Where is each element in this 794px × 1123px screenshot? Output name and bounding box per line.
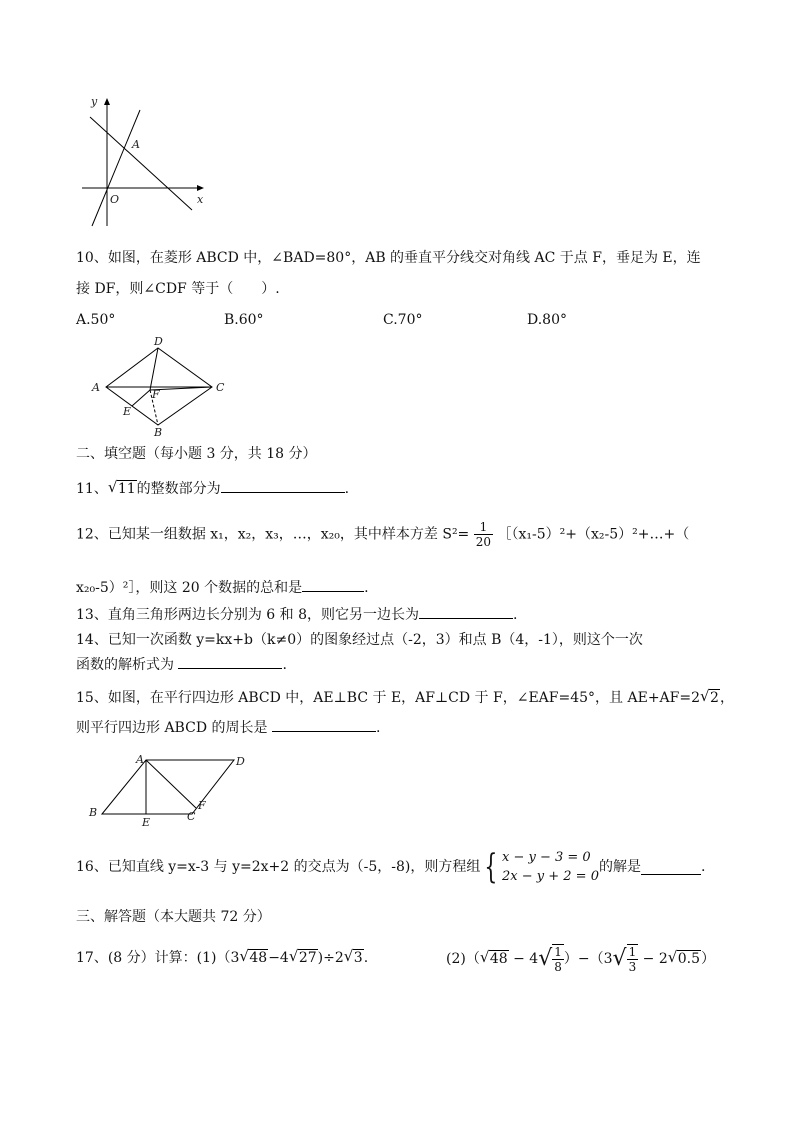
label-f: F [198, 799, 206, 812]
line-2 [90, 117, 192, 210]
label-x: x [197, 193, 204, 206]
q11-radicand: 11 [117, 481, 136, 497]
q17-pre: 17、(8 分）计算：(1)（3 [76, 950, 240, 966]
q12-end: . [364, 580, 369, 596]
q11-sqrt: √ 11 [107, 478, 136, 497]
q15-radicand: 2 [710, 690, 719, 706]
q15-text: 15、如图，在平行四边形 ABCD 中，AE⊥BC 于 E，AF⊥CD 于 F，∠EAF=45°，且 AE+AF=2 [76, 690, 701, 706]
q14-end: . [282, 657, 287, 673]
q17-p2-pre: (2)（ [446, 951, 480, 967]
q10-option-b: B.60° [224, 312, 264, 328]
q16-eq1: x − y − 3 = 0 [502, 850, 591, 865]
q15-end: . [375, 720, 381, 736]
q16-answer-blank[interactable] [641, 860, 701, 875]
q15-answer-blank[interactable] [272, 717, 376, 732]
q9-graph [80, 92, 210, 230]
q17-end2: ） [701, 951, 716, 967]
q17-end1: . [363, 950, 369, 966]
label-a: A [136, 754, 144, 766]
altitude-af [146, 760, 196, 808]
q17-frac-1-8 [552, 944, 564, 974]
q16-system [502, 848, 599, 886]
q15-line1 [76, 688, 734, 708]
q16-post: 的解是 [598, 859, 641, 875]
q17-sqrt-48: √ 48 [239, 947, 268, 966]
q17-r5: 0.5 [677, 951, 701, 967]
q16-brace: { [484, 847, 498, 887]
q11-number: 11、 [76, 481, 108, 497]
q14-answer-blank[interactable] [178, 654, 282, 669]
q17-sqrt-48b: √ 48 [479, 948, 508, 967]
y-arrow [104, 98, 110, 105]
q15-sqrt: √ 2 [700, 687, 719, 706]
q13-text: 13、直角三角形两边长分别为 6 和 8，则它另一边长为 [76, 607, 419, 623]
q17-sqrt-0-5: √ 0.5 [667, 948, 701, 967]
label-f: F [152, 388, 160, 401]
q17-r1: 48 [249, 950, 268, 966]
q17-r2: 27 [298, 950, 317, 966]
q17-f2d: 3 [628, 960, 637, 974]
q13-end: . [512, 607, 518, 623]
q15-line2 [76, 717, 380, 738]
q14-line1: 14、已知一次函数 y=kx+b（k≠0）的图象经过点（-2，3）和点 B（4，-1），则这个一次 [76, 632, 643, 648]
q12-line1 [76, 520, 689, 549]
q17-mid3: − 4 [508, 951, 539, 967]
q11-end: . [344, 481, 350, 497]
q17-sqrt-27: √ 27 [288, 947, 317, 966]
q17-r4: 48 [489, 951, 508, 967]
q17-root-sign-1: √ [538, 946, 553, 971]
q17-mid2: )÷2 [317, 950, 344, 966]
x-arrow [197, 185, 204, 191]
label-b: B [154, 426, 163, 439]
q16-eq2: 2x − y + 2 = 0 [502, 869, 599, 884]
segment-df [150, 348, 158, 390]
q13-answer-blank[interactable] [419, 604, 513, 619]
q17-r3: 3 [353, 950, 363, 966]
q14-line2 [76, 654, 287, 675]
q16-end: . [700, 859, 706, 875]
q16-pre: 16、已知直线 y=x-3 与 y=2x+2 的交点为（-5，-8)，则方程组 [76, 859, 481, 875]
q17 [76, 948, 368, 968]
q12-line2 [76, 577, 369, 598]
q17-part2 [446, 944, 715, 974]
q10-line1: 10、如图，在菱形 ABCD 中，∠BAD=80°，AB 的垂直平分线交对角线 AC 于点 F，垂足为 E，连 [76, 250, 701, 266]
q14-line2-text: 函数的解析式为 [76, 657, 179, 673]
section-3-heading: 三、解答题（本大题共 72 分） [76, 909, 271, 925]
segment-ef [132, 390, 150, 406]
q10-option-a: A.50° [76, 312, 116, 328]
label-d: D [236, 755, 245, 768]
label-a: A [92, 381, 100, 394]
q16 [76, 848, 705, 894]
label-c: C [187, 810, 196, 823]
label-a: A [132, 138, 140, 151]
q12-fraction [474, 520, 493, 549]
q17-mid4: ）−（3 [563, 951, 613, 967]
q11 [76, 478, 349, 499]
q12-frac-den: 20 [475, 535, 492, 549]
q12-answer-blank[interactable] [302, 577, 364, 592]
q17-f1n: 1 [554, 945, 562, 959]
q10-line2: 接 DF，则∠CDF 等于（ ）. [76, 281, 280, 297]
q11-text: 的整数部分为 [136, 481, 221, 497]
q17-mid1: −4 [268, 950, 289, 966]
q17-f2n: 1 [628, 945, 637, 959]
q15-parallelogram [86, 754, 251, 828]
q12-frac-num: 1 [474, 520, 493, 535]
section-2-heading: 二、填空题（每小题 3 分，共 18 分） [76, 446, 317, 462]
q13 [76, 604, 517, 625]
q12-line2-text: x₂₀-5）²］，则这 20 个数据的总和是 [76, 580, 303, 596]
q17-mid5: − 2 [638, 951, 668, 967]
q10-rhombus [88, 335, 238, 439]
q15-line2-text: 则平行四边形 ABCD 的周长是 [76, 720, 272, 736]
label-y: y [91, 95, 98, 108]
q10-option-c: C.70° [383, 312, 423, 328]
q17-sqrt-3: √ 3 [343, 947, 363, 966]
q17-root-sign-2: √ [612, 946, 627, 971]
label-o: O [110, 193, 120, 206]
label-d: D [154, 335, 163, 348]
line-1 [92, 110, 140, 226]
parallelogram-outline [102, 760, 234, 814]
label-b: B [89, 806, 98, 819]
label-e: E [123, 405, 132, 418]
q15-line1-end: ， [719, 690, 734, 706]
q17-frac-1-3 [627, 944, 639, 974]
q12-post: ［（x₁-5）²+（x₂-5）²+…+（ [497, 526, 690, 543]
q12-pre: 12、已知某一组数据 x₁，x₂，x₃，…，x₂₀，其中样本方差 S²= [76, 526, 470, 543]
q10-option-d: D.80° [527, 312, 567, 328]
label-c: C [216, 381, 225, 394]
q11-answer-blank[interactable] [221, 478, 345, 493]
label-e: E [142, 816, 151, 828]
q17-f1d: 8 [554, 960, 562, 974]
